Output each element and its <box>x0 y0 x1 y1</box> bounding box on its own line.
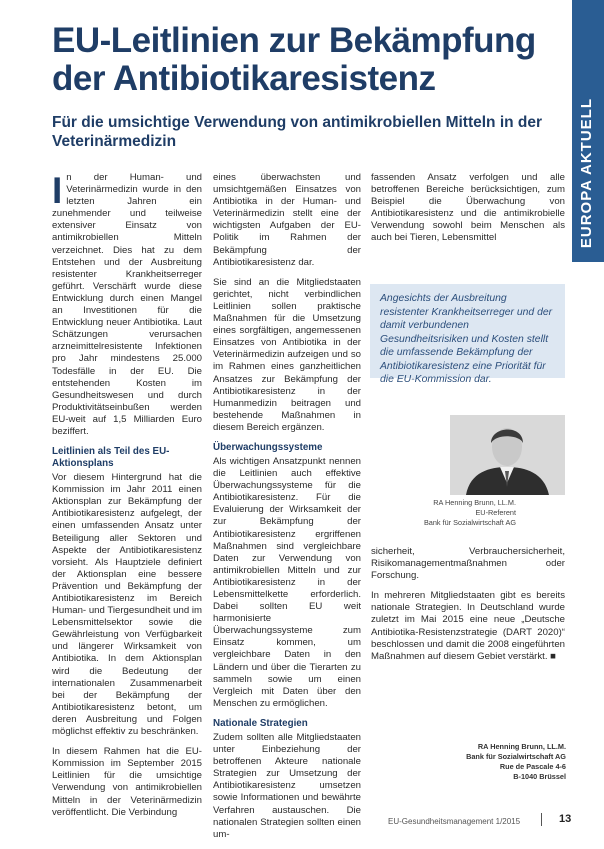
caption-line: EU-Referent <box>475 508 516 517</box>
photo-caption <box>396 498 516 528</box>
caption-line: RA Henning Brunn, LL.M. <box>433 498 516 507</box>
pull-quote <box>370 284 565 385</box>
signature-line: B-1040 Brüssel <box>513 772 566 781</box>
paragraph-strategien: Zudem sollten alle Mitgliedstaaten unter Einbeziehung der betroffenen Akteure nationale Strategien zur Umsetzung der Antibiotikaresistenz umsetzen sowie Informationen und bewährte Verfahren austauschen. Die nationalen Strategien sollten einen um- <box>213 731 361 840</box>
paragraph-ansatz: fassenden Ansatz verfolgen und alle betroffenen Bereiche berücksichtigen, zum Beispiel die Überwachung von Antibiotikaresistenz und die antimikrobielle Verwendung sowohl beim Menschen als auch bei Tieren, Lebensmittel <box>371 172 565 244</box>
author-portrait-icon <box>450 415 565 495</box>
footer-divider <box>541 813 542 826</box>
text-column-2 <box>213 172 361 849</box>
paragraph-aktionsplan: Vor diesem Hintergrund hat die Kommission im Jahr 2011 einen Aktionsplan zur Bekämpfung der Antibiotikaresistenz aufgelegt, der einen umfassenden Ansatz unter Beteiligung aller Sektoren und Aspekte der Antibiotikaresistenz vorsieht. Als Hauptziele definiert der Aktionsplan eine bessere Prävention und Bekämpfung der Antibiotikaresistenz im Bereich Human- und Tiergesundheit und im Lebensmittelsektor sowie die Gewährleistung von Verfügbarkeit und längerer Wirksamkeit von Antibiotika. In dem Aktionsplan wird die Bedeutung der internationalen Zusammenarbeit bei der Bekämpfung der Antibiotikaresistenz betont, um deren Ausbreitung und Folgen möglichst effektiv zu beschränken. <box>52 472 202 738</box>
author-photo <box>450 415 565 495</box>
article-subtitle: Für die umsichtige Verwendung von antimikrobiellen Mitteln in der Veterinärmedizin <box>52 114 543 150</box>
paragraph-nationale-strategien: In mehreren Mitgliedstaaten gibt es bereits nationale Strategien. In Deutschland wurde zuletzt im Mai 2015 eine neue „Deutsche Antibiotika-Resistenzstrategie (DART 2020)“ beschlossen und damit die 2008 eingeführten Maßnahmen auf diesem Gebiet verstärkt. ■ <box>371 590 565 662</box>
signature-line: Rue de Pascale 4-6 <box>499 762 566 771</box>
drop-cap: I <box>52 170 63 211</box>
page-footer <box>388 815 588 829</box>
section-heading-strategien: Nationale Strategien <box>213 717 308 729</box>
page-number: 13 <box>559 813 572 825</box>
paragraph-mitgliedstaaten: Sie sind an die Mitgliedstaaten gerichtet, nicht verbindlichen Leitlinien sollen praktische Maßnahmen für die Umsetzung eines sorgfältigen, angemessenen Einsatzes von Antibiotika in der Veterinärmedizin aufzeigen und so im Rahmen eines ganzheitlichen Ansatzes zur Bekämpfung der Antibiotikaresistenz in der Humanmedizin beitragen und bestehende Maßnahmen in diesem Bereich ergänzen. <box>213 276 361 433</box>
section-tab-label: EUROPA AKTUELL <box>578 97 595 248</box>
signature-line: Bank für Sozialwirtschaft AG <box>466 752 566 761</box>
text-column-3-top <box>371 172 565 253</box>
paragraph-einsatz: eines überwachsten und umsichtgemäßen Einsatzes von Antibiotika in der Human- und Veterinärmedizin stellt eine der wichtigsten Aufgaben der EU-Politik im Rahmen der Bekämpfung der Antibiotikaresistenz dar. <box>213 172 361 268</box>
section-heading-leitlinien: Leitlinien als Teil des EU-Aktionsplans <box>52 446 170 470</box>
text-column-3-bottom <box>371 546 565 671</box>
paragraph-ueberwachung: Als wichtigen Ansatzpunkt nennen die Leitlinien auch effektive Überwachungssysteme für die Antibiotikaresistenz. Für die Evaluierung der Wirksamkeit der zur Bekämpfung der Antibiotikaresistenz ergriffenen Maßnahmen sind vergleichbare Daten zur Verwendung von antimikrobiellen Mitteln und zur Antibiotikaresistenz in der Lebensmittelkette erforderlich. Dabei sollten EU weit harmonisierte Überwachungssysteme zum Einsatz kommen, um vergleichbare Daten in den Ländern und über die Tierarten zu sammeln sowie um einen Vergleich mit Daten über den Menschen zu ermöglichen. <box>213 455 361 709</box>
caption-line: Bank für Sozialwirtschaft AG <box>423 518 516 527</box>
section-heading-ueberwachung: Überwachungssysteme <box>213 441 323 453</box>
paragraph-sicherheit: sicherheit, Verbrauchersicherheit, Risikomanagementmaßnahmen oder Forschung. <box>371 546 565 582</box>
author-signature <box>406 742 566 782</box>
section-tab <box>572 0 604 262</box>
article-title: EU-Leitlinien zur Bekämpfung der Antibiotikaresistenz <box>52 21 536 98</box>
paragraph-leitlinien-2015: In diesem Rahmen hat die EU-Kommission im September 2015 Leitlinien für die umsichtige Verwendung von antimikrobiellen Mitteln in der Veterinärmedizin veröffentlicht. Die Verbindung <box>52 746 202 818</box>
pull-quote-text: Angesichts der Ausbreitung resistenter Krankheitserreger und der damit verbundenen Gesundheitsrisiken und Kosten stellt die umfassende Bekämpfung der Antibiotikaresistenz eine Priorität für die EU-Kommission dar. <box>380 293 553 385</box>
footer-source: EU-Gesundheitsmanagement 1/2015 <box>388 817 521 826</box>
signature-line: RA Henning Brunn, LL.M. <box>477 742 566 751</box>
intro-paragraph: n der Human- und Veterinärmedizin wurde in den letzten Jahren ein zunehmender und teilweise extensiver Einsatz von antimikrobiellen Mitteln verzeichnet. Dies hat zu dem Entstehen und der Ausbreitung resistenter Krankheitserreger geführt. Verschärft wurde diese Entwicklung durch einen Mangel an Investitionen für die Entwicklung neuer Antibiotika. Laut Schätzungen verursachen arzneimittelresistente Infektionen pro Jahr mindestens 25.000 Todesfälle in der EU. Die entstehenden Kosten im Gesundheitswesen und durch Produktivitätseinbußen werden EU-weit auf 1,5 Milliarden Euro beziffert. <box>52 172 202 437</box>
text-column-1 <box>52 172 202 827</box>
